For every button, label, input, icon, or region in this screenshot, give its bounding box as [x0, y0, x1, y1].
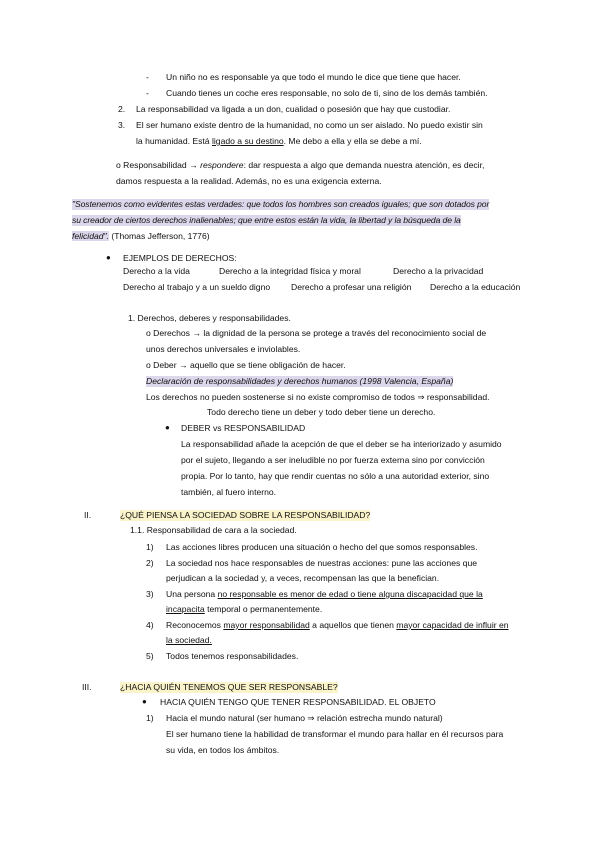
list-number: 5)	[146, 651, 154, 661]
list-number: 2)	[146, 558, 154, 568]
list-item-text-2: El ser humano tiene la habilidad de transformar el mundo para hallar en él recursos para	[166, 729, 504, 739]
deber-vs-text: propia. Por lo tanto, hay que rendir cuentas no sólo a una autoridad exterior, sino	[181, 471, 490, 481]
section-number: III.	[82, 682, 92, 692]
list-number: 3.	[118, 120, 126, 130]
underlined-phrase: ligado a su destino	[211, 136, 284, 146]
subsection-title: 1.1. Responsabilidad de cara a la sociedad.	[130, 525, 297, 535]
list-item-text: Reconocemos mayor responsabilidad a aquellos que tienen mayor capacidad de influir en	[166, 620, 509, 630]
list-item-text: Las acciones libres producen una situación o hecho del que somos responsables.	[166, 542, 478, 552]
deber-vs-title: DEBER vs RESPONSABILIDAD	[181, 423, 306, 433]
deber-vs-text: también, al fuero interno.	[181, 487, 277, 497]
declaracion-highlight: Declaración de responsabilidades y derechos humanos (1998 Valencia, España)	[146, 376, 454, 386]
list-number: 4)	[146, 620, 154, 630]
jefferson-quote-line: su creador de ciertos derechos inalienables; que entre estos están la vida, la libertad y la búsqueda de la	[72, 215, 461, 225]
derechos-paragraph: Los derechos no pueden sostenerse si no existe compromiso de todos ⇒ responsabilidad.	[146, 392, 490, 402]
dash-item: -	[146, 72, 149, 82]
list-item-text-2: perjudican a la sociedad y, a veces, recompensan las que la benefician.	[166, 573, 440, 583]
ejemplo-derecho: Derecho a la integridad física y moral	[219, 266, 361, 276]
ejemplo-derecho: Derecho al trabajo y a un sueldo digno	[123, 282, 271, 292]
list-item-text-2: la sociedad.	[166, 635, 212, 645]
ejemplos-heading: EJEMPLOS DE DERECHOS:	[123, 253, 237, 263]
responsabilidad-definition: o Responsabilidad → respondere: dar respuesta a algo que demanda nuestra atención, es decir,	[116, 160, 485, 170]
jefferson-quote-line: "Sostenemos como evidentes estas verdades: que todos los hombres son creados iguales; que son dotados por	[72, 199, 490, 209]
list-item-text: Todos tenemos responsabilidades.	[166, 651, 299, 661]
list-number: 2.	[118, 104, 126, 114]
bullet-icon: ●	[142, 697, 147, 706]
bullet-icon: ●	[106, 253, 111, 262]
list-number: 3)	[146, 589, 154, 599]
list-item-text: Una persona no responsable es menor de edad o tiene alguna discapacidad que la	[166, 589, 483, 599]
dash-item-text: Un niño no es responsable ya que todo el mundo le dice que tiene que hacer.	[166, 72, 461, 82]
dash-item-text: Cuando tienes un coche eres responsable, no solo de ti, sino de los demás también.	[166, 88, 488, 98]
deber-vs-text: La responsabilidad añade la acepción de que el deber se ha interiorizado y asumido	[181, 439, 502, 449]
ejemplo-derecho: Derecho a profesar una religión	[291, 282, 412, 292]
derechos-definition-2: unos derechos universales e inviolables.	[146, 344, 301, 354]
section-number: II.	[84, 510, 92, 520]
list-number: 1)	[146, 713, 154, 723]
derechos-paragraph: Todo derecho tiene un deber y todo deber tiene un derecho.	[207, 407, 436, 417]
deber-vs-text: por el sujeto, llegando a ser ineludible no por fuerza externa sino por convicción	[181, 455, 485, 465]
responsabilidad-definition-2: damos respuesta a la realidad. Además, no es una exigencia externa.	[116, 176, 382, 186]
list-item-text: Hacia el mundo natural (ser humano ⇒ relación estrecha mundo natural)	[166, 713, 443, 723]
derechos-definition: o Derechos → la dignidad de la persona se protege a través del reconocimiento social de	[146, 328, 487, 338]
list-item-text-2: su vida, en todos los ámbitos.	[166, 745, 280, 755]
list-number: 1)	[146, 542, 154, 552]
section-title: ¿QUÉ PIENSA LA SOCIEDAD SOBRE LA RESPONSABILIDAD?	[120, 510, 371, 520]
ejemplo-derecho: Derecho a la vida	[123, 266, 190, 276]
subsection-title: 1. Derechos, deberes y responsabilidades.	[128, 313, 291, 323]
list-item-text: La responsabilidad va ligada a un don, cualidad o posesión que hay que custodiar.	[136, 104, 451, 114]
list-item-text-2: incapacita temporal o permanentemente.	[166, 604, 323, 614]
list-item-text: El ser humano existe dentro de la humanidad, no como un ser aislado. No puedo existir sin	[136, 120, 483, 130]
ejemplo-derecho: Derecho a la privacidad	[393, 266, 484, 276]
ejemplo-derecho: Derecho a la educación	[430, 282, 521, 292]
list-item-text-2: la humanidad. Está ligado a su destino. Me debo a ella y ella se debe a mí.	[136, 136, 422, 146]
deber-definition: o Deber → aquello que se tiene obligación de hacer.	[146, 360, 346, 370]
dash-item: -	[146, 88, 149, 98]
objeto-heading: HACIA QUIÉN TENGO QUE TENER RESPONSABILIDAD. EL OBJETO	[160, 697, 436, 707]
bullet-icon: ●	[165, 423, 170, 432]
jefferson-quote-line: felicidad". (Thomas Jefferson, 1776)	[72, 231, 210, 241]
section-title: ¿HACIA QUIÉN TENEMOS QUE SER RESPONSABLE?	[120, 682, 338, 692]
list-item-text: La sociedad nos hace responsables de nuestras acciones: pune las acciones que	[166, 558, 478, 568]
